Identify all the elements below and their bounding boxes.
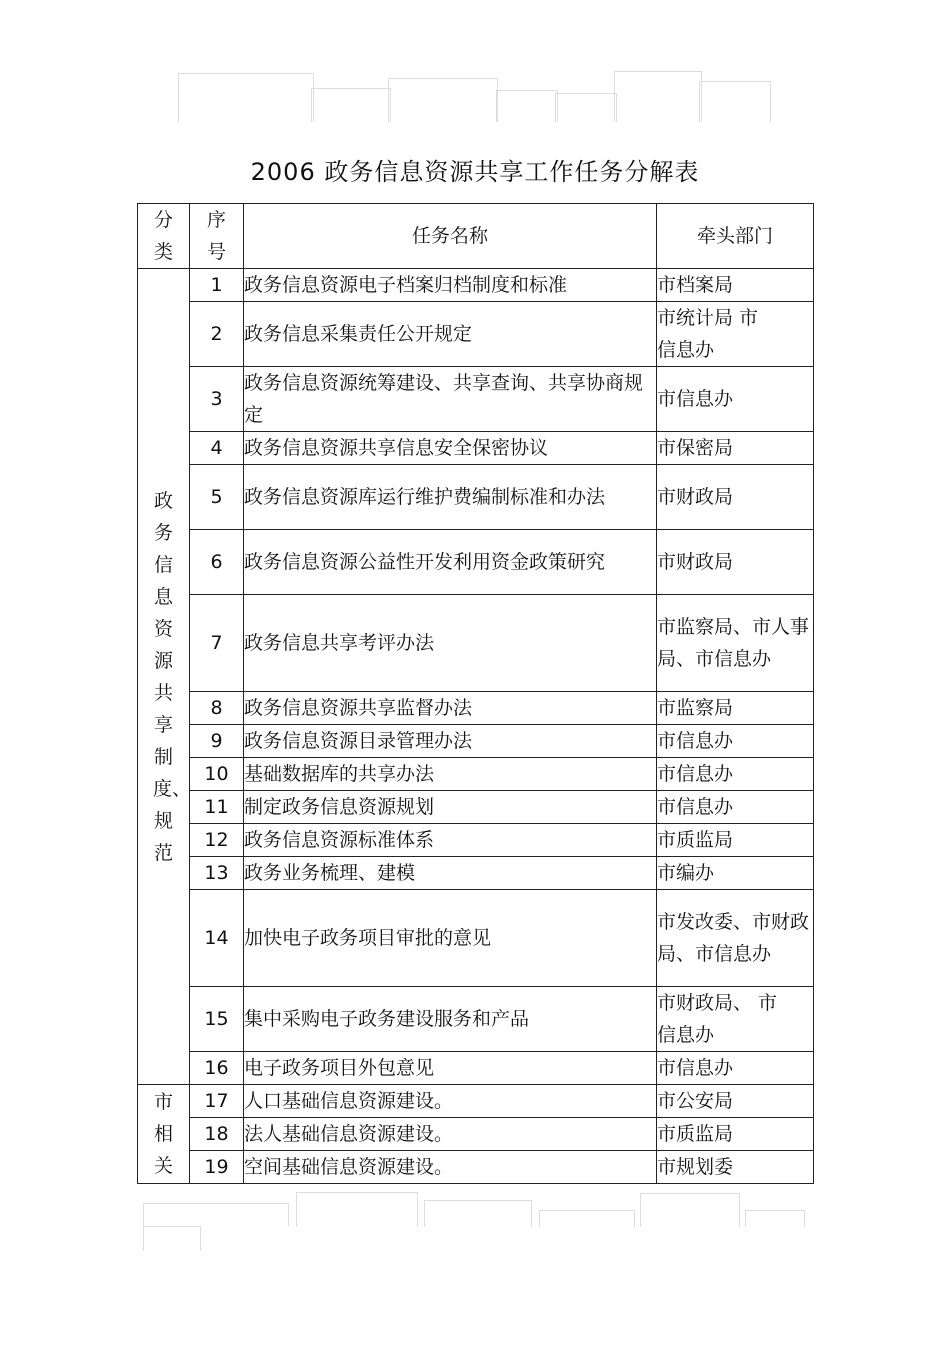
lead-dept: 市信息办 bbox=[657, 791, 814, 824]
table-row bbox=[138, 302, 814, 367]
task-name: 基础数据库的共享办法 bbox=[244, 758, 657, 791]
category-cell: 政务信息资源共享制度、规范 bbox=[138, 269, 190, 1085]
row-number: 1 bbox=[190, 269, 244, 302]
table-row bbox=[138, 1151, 814, 1184]
lead-dept: 市信息办 bbox=[657, 758, 814, 791]
table-row bbox=[138, 1052, 814, 1085]
row-number: 5 bbox=[190, 465, 244, 530]
row-number: 17 bbox=[190, 1085, 244, 1118]
task-name: 法人基础信息资源建设。 bbox=[244, 1118, 657, 1151]
lead-dept: 市信息办 bbox=[657, 725, 814, 758]
table-row bbox=[138, 595, 814, 692]
lead-dept: 市监察局 bbox=[657, 692, 814, 725]
table-row bbox=[138, 432, 814, 465]
task-name: 政务业务梳理、建模 bbox=[244, 857, 657, 890]
table-row bbox=[138, 269, 814, 302]
table-row bbox=[138, 1085, 814, 1118]
table-row bbox=[138, 987, 814, 1052]
task-name: 政务信息采集责任公开规定 bbox=[244, 302, 657, 367]
page-fragment bbox=[640, 1193, 740, 1227]
task-name: 政务信息资源库运行维护费编制标准和办法 bbox=[244, 465, 657, 530]
task-name: 政务信息资源标准体系 bbox=[244, 824, 657, 857]
row-number: 14 bbox=[190, 890, 244, 987]
table-row bbox=[138, 530, 814, 595]
table-header-row bbox=[138, 204, 814, 269]
table-row bbox=[138, 758, 814, 791]
lead-dept: 市统计局 市信息办 bbox=[657, 302, 814, 367]
lead-dept: 市编办 bbox=[657, 857, 814, 890]
lead-dept: 市公安局 bbox=[657, 1085, 814, 1118]
task-name: 空间基础信息资源建设。 bbox=[244, 1151, 657, 1184]
page-fragment bbox=[296, 1192, 418, 1227]
row-number: 18 bbox=[190, 1118, 244, 1151]
row-number: 4 bbox=[190, 432, 244, 465]
task-name: 人口基础信息资源建设。 bbox=[244, 1085, 657, 1118]
page-fragment bbox=[555, 93, 617, 122]
task-name: 政务信息资源统筹建设、共享查询、共享协商规定 bbox=[244, 367, 657, 432]
table-row bbox=[138, 465, 814, 530]
table-row bbox=[138, 890, 814, 987]
page-fragment bbox=[143, 1203, 289, 1226]
row-number: 13 bbox=[190, 857, 244, 890]
task-name: 政务信息资源目录管理办法 bbox=[244, 725, 657, 758]
table-row bbox=[138, 725, 814, 758]
page-fragment bbox=[178, 73, 314, 122]
task-table bbox=[137, 203, 814, 1184]
lead-dept: 市规划委 bbox=[657, 1151, 814, 1184]
task-name: 政务信息资源共享监督办法 bbox=[244, 692, 657, 725]
lead-dept: 市保密局 bbox=[657, 432, 814, 465]
row-number: 15 bbox=[190, 987, 244, 1052]
row-number: 10 bbox=[190, 758, 244, 791]
row-number: 16 bbox=[190, 1052, 244, 1085]
lead-dept: 市财政局、 市信息办 bbox=[657, 987, 814, 1052]
task-name: 政务信息资源公益性开发利用资金政策研究 bbox=[244, 530, 657, 595]
row-number: 3 bbox=[190, 367, 244, 432]
lead-dept: 市质监局 bbox=[657, 1118, 814, 1151]
row-number: 9 bbox=[190, 725, 244, 758]
lead-dept: 市质监局 bbox=[657, 824, 814, 857]
page-fragment bbox=[143, 1226, 201, 1251]
lead-dept: 市信息办 bbox=[657, 1052, 814, 1085]
task-name: 政务信息共享考评办法 bbox=[244, 595, 657, 692]
page-fragment bbox=[496, 90, 558, 122]
table-row bbox=[138, 367, 814, 432]
lead-dept: 市财政局 bbox=[657, 465, 814, 530]
page-fragment bbox=[745, 1210, 805, 1227]
page-fragment bbox=[699, 81, 771, 122]
task-name: 集中采购电子政务建设服务和产品 bbox=[244, 987, 657, 1052]
page-title: 2006 政务信息资源共享工作任务分解表 bbox=[250, 158, 700, 186]
row-number: 6 bbox=[190, 530, 244, 595]
header-category: 分类 bbox=[138, 204, 190, 269]
task-name: 制定政务信息资源规划 bbox=[244, 791, 657, 824]
row-number: 2 bbox=[190, 302, 244, 367]
page-fragment bbox=[614, 71, 702, 122]
row-number: 7 bbox=[190, 595, 244, 692]
lead-dept: 市档案局 bbox=[657, 269, 814, 302]
table-row bbox=[138, 824, 814, 857]
table-row bbox=[138, 1118, 814, 1151]
task-name: 加快电子政务项目审批的意见 bbox=[244, 890, 657, 987]
table-row bbox=[138, 857, 814, 890]
lead-dept: 市信息办 bbox=[657, 367, 814, 432]
row-number: 19 bbox=[190, 1151, 244, 1184]
row-number: 8 bbox=[190, 692, 244, 725]
page-fragment bbox=[539, 1210, 635, 1227]
task-name: 政务信息资源共享信息安全保密协议 bbox=[244, 432, 657, 465]
header-number: 序号 bbox=[190, 204, 244, 269]
task-name: 政务信息资源电子档案归档制度和标准 bbox=[244, 269, 657, 302]
task-name: 电子政务项目外包意见 bbox=[244, 1052, 657, 1085]
lead-dept: 市发改委、市财政局、市信息办 bbox=[657, 890, 814, 987]
table-row bbox=[138, 791, 814, 824]
lead-dept: 市监察局、市人事局、市信息办 bbox=[657, 595, 814, 692]
page-fragment bbox=[388, 78, 498, 122]
category-cell: 市相关 bbox=[138, 1085, 190, 1184]
row-number: 11 bbox=[190, 791, 244, 824]
row-number: 12 bbox=[190, 824, 244, 857]
lead-dept: 市财政局 bbox=[657, 530, 814, 595]
page-fragment bbox=[311, 88, 391, 122]
header-task: 任务名称 bbox=[244, 204, 657, 269]
page-fragment bbox=[424, 1200, 532, 1227]
table-row bbox=[138, 692, 814, 725]
header-dept: 牵头部门 bbox=[657, 204, 814, 269]
